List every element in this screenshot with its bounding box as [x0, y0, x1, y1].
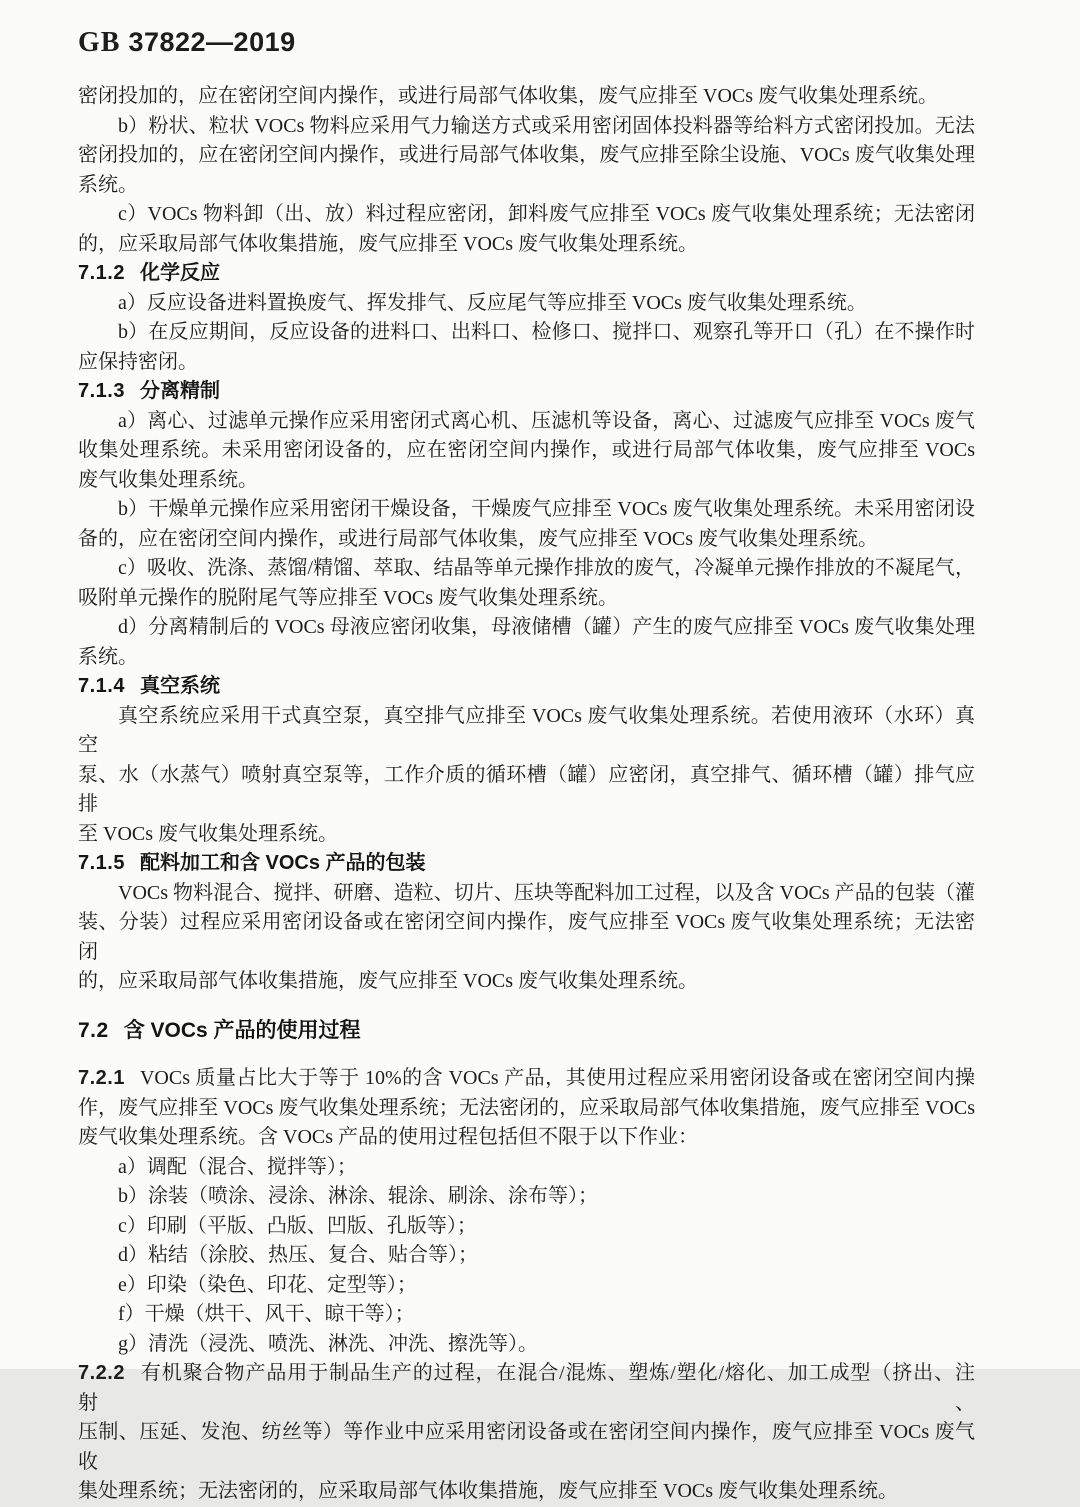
line-text: VOCs 质量占比大于等于 10%的含 VOCs 产品，其使用过程应采用密闭设备或在密闭空间内操 — [139, 1067, 975, 1089]
section-heading — [78, 672, 975, 702]
text-line — [78, 1123, 975, 1153]
text-line — [78, 761, 975, 820]
line-text: c）VOCs 物料卸（出、放）料过程应密闭，卸料废气应排至 VOCs 废气收集处理系统；无法密闭 — [118, 203, 975, 225]
section-heading — [78, 377, 975, 407]
text-line — [78, 289, 975, 319]
text-line — [78, 1182, 975, 1212]
line-text: 的，应采取局部气体收集措施，废气应排至 VOCs 废气收集处理系统。 — [78, 232, 699, 255]
text-line — [78, 879, 975, 909]
line-text: 至 VOCs 废气收集处理系统。 — [78, 822, 339, 845]
line-text: d）分离精制后的 VOCs 母液应密闭收集，母液储槽（罐）产生的废气应排至 VOCs 废气收集处理 — [118, 616, 975, 638]
section-heading — [78, 849, 975, 879]
line-text: 系统。 — [78, 645, 138, 668]
text-line — [78, 908, 975, 967]
line-text: 含 VOCs 产品的使用过程 — [123, 1018, 361, 1042]
text-line — [78, 318, 975, 348]
line-text: 装、分装）过程应采用密闭设备或在密闭空间内操作，废气应排至 VOCs 废气收集处理系统；无法密闭 — [78, 911, 975, 963]
line-text: 系统。 — [78, 173, 138, 196]
text-line — [78, 613, 975, 643]
text-line — [78, 1330, 975, 1360]
standard-code: 37822—2019 — [128, 27, 296, 57]
line-text: 泵、水（水蒸气）喷射真空泵等，工作介质的循环槽（罐）应密闭，真空排气、循环槽（罐）排气应排 — [78, 763, 975, 815]
text-line — [78, 495, 975, 525]
text-line — [78, 112, 975, 142]
section-heading — [78, 1016, 975, 1046]
text-line — [78, 1359, 975, 1418]
line-text: e）印染（染色、印花、定型等）； — [118, 1273, 417, 1296]
line-text: b）粉状、粒状 VOCs 物料应采用气力输送方式或采用密闭固体投料器等给料方式密闭投加。无法 — [118, 114, 975, 137]
clause-number: 7.2.2 — [78, 1362, 125, 1384]
line-text: 有机聚合物产品用于制品生产的过程，在混合/混炼、塑炼/塑化/熔化、加工成型（挤出、注射、 — [78, 1362, 975, 1414]
clause-number: 7.2 — [78, 1018, 109, 1042]
line-text: 应保持密闭。 — [78, 350, 198, 373]
line-text: 收集处理系统。未采用密闭设备的，应在密闭空间内操作，或进行局部气体收集，废气应排至 VOCs — [78, 439, 975, 461]
text-line — [78, 525, 975, 555]
line-text: b）干燥单元操作应采用密闭干燥设备，干燥废气应排至 VOCs 废气收集处理系统。未采用密闭设 — [118, 498, 975, 520]
text-line — [78, 1064, 975, 1094]
line-text: 集处理系统；无法密闭的，应采取局部气体收集措施，废气应排至 VOCs 废气收集处理系统。 — [78, 1480, 899, 1502]
text-line — [78, 230, 975, 260]
text-line — [78, 1094, 975, 1124]
text-line — [78, 1300, 975, 1330]
line-text: 分离精制 — [139, 380, 220, 402]
text-line — [78, 82, 975, 112]
text-line — [78, 820, 975, 850]
line-text: 废气收集处理系统。含 VOCs 产品的使用过程包括但不限于以下作业： — [78, 1126, 699, 1148]
text-line — [78, 584, 975, 614]
line-text: 废气收集处理系统。 — [78, 468, 258, 491]
text-line — [78, 1212, 975, 1242]
text-line — [78, 702, 975, 761]
standard-prefix: GB — [78, 27, 121, 58]
line-text: a）离心、过滤单元操作应采用密闭式离心机、压滤机等设备，离心、过滤废气应排至 VOCs 废气 — [118, 409, 975, 432]
standard-number-header — [78, 24, 975, 60]
line-text: 的，应采取局部气体收集措施，废气应排至 VOCs 废气收集处理系统。 — [78, 970, 699, 992]
line-text: b）涂装（喷涂、浸涂、淋涂、辊涂、刷涂、涂布等）； — [118, 1185, 598, 1207]
line-text: c）吸收、洗涤、蒸馏/精馏、萃取、结晶等单元操作排放的废气，冷凝单元操作排放的不凝尾气， — [118, 557, 975, 579]
text-line — [78, 1271, 975, 1301]
clause-number: 7.1.3 — [78, 380, 125, 402]
text-line — [78, 200, 975, 230]
line-text: b）在反应期间，反应设备的进料口、出料口、检修口、搅拌口、观察孔等开口（孔）在不操作时 — [118, 321, 975, 343]
line-text: 备的，应在密闭空间内操作，或进行局部气体收集，废气应排至 VOCs 废气收集处理系统。 — [78, 527, 879, 550]
clause-number: 7.1.2 — [78, 262, 125, 284]
text-line — [78, 1477, 975, 1507]
text-line — [78, 466, 975, 496]
line-text: a）反应设备进料置换废气、挥发排气、反应尾气等应排至 VOCs 废气收集处理系统。 — [118, 291, 867, 314]
text-line — [78, 348, 975, 378]
text-line — [78, 643, 975, 673]
line-text: d）粘结（涂胶、热压、复合、贴合等）； — [118, 1244, 478, 1266]
line-text: VOCs 物料混合、搅拌、研磨、造粒、切片、压块等配料加工过程，以及含 VOCs 产品的包装（灌 — [118, 881, 975, 904]
line-text: 吸附单元操作的脱附尾气等应排至 VOCs 废气收集处理系统。 — [78, 586, 619, 609]
line-text: 密闭投加的，应在密闭空间内操作，或进行局部气体收集，废气应排至 VOCs 废气收集处理系统。 — [78, 85, 939, 107]
text-line — [78, 1153, 975, 1183]
text-line — [78, 554, 975, 584]
line-text: 真空系统应采用干式真空泵，真空排气应排至 VOCs 废气收集处理系统。若使用液环（水环）真空 — [78, 704, 975, 756]
clause-number: 7.1.5 — [78, 852, 125, 874]
line-text: g）清洗（浸洗、喷洗、淋洗、冲洗、擦洗等）。 — [118, 1332, 538, 1355]
text-line — [78, 171, 975, 201]
text-line — [78, 1418, 975, 1477]
clause-number: 7.1.4 — [78, 675, 125, 697]
text-line — [78, 436, 975, 466]
text-line — [78, 1241, 975, 1271]
line-text: a）调配（混合、搅拌等）； — [118, 1155, 357, 1178]
line-text: 密闭投加的，应在密闭空间内操作，或进行局部气体收集，废气应排至除尘设施、VOCs 废气收集处理 — [78, 144, 975, 166]
line-text: 真空系统 — [139, 675, 220, 697]
document-body — [78, 82, 975, 1507]
line-text: 配料加工和含 VOCs 产品的包装 — [139, 852, 426, 874]
section-heading — [78, 259, 975, 289]
line-text: 压制、压延、发泡、纺丝等）等作业中应采用密闭设备或在密闭空间内操作，废气应排至 VOCs 废气收 — [78, 1421, 975, 1473]
line-text: 作，废气应排至 VOCs 废气收集处理系统；无法密闭的，应采取局部气体收集措施，废气应排至 VOCs — [78, 1096, 975, 1119]
text-line — [78, 967, 975, 997]
line-text: c）印刷（平版、凸版、凹版、孔版等）； — [118, 1214, 477, 1237]
text-line — [78, 141, 975, 171]
line-text: f）干燥（烘干、风干、晾干等）； — [118, 1303, 415, 1325]
text-line — [78, 407, 975, 437]
clause-number: 7.2.1 — [78, 1067, 125, 1089]
line-text: 化学反应 — [139, 262, 220, 284]
